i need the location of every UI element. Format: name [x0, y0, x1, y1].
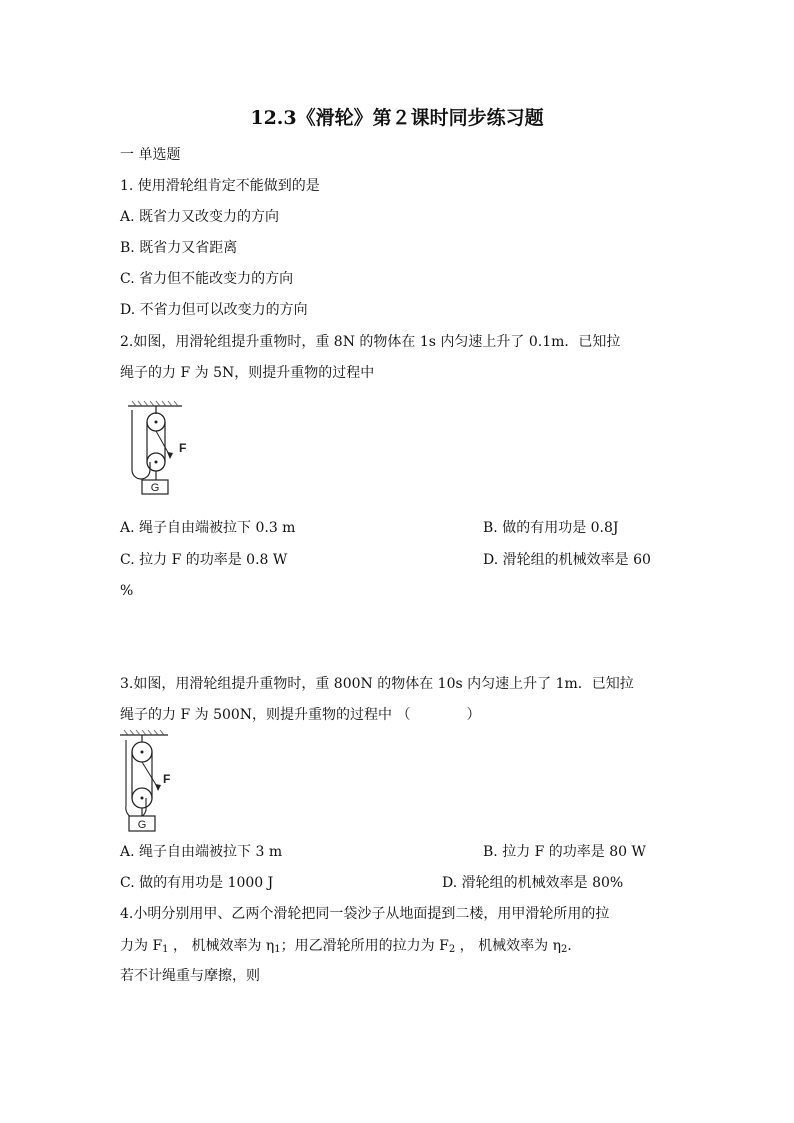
q1-stem: 1. 使用滑轮组肯定不能做到的是	[120, 178, 320, 194]
q2-option-c: C. 拉力 F 的功率是 0.8 W	[120, 552, 288, 568]
q2-pulley-figure	[126, 400, 188, 496]
q2-option-a: A. 绳子自由端被拉下 0.3 m	[120, 520, 296, 536]
q4-f1-subscript: 1	[162, 944, 169, 955]
q3-option-d: D. 滑轮组的机械效率是 80%	[442, 875, 624, 891]
q1-option-a: A. 既省力又改变力的方向	[120, 209, 280, 225]
page-title: 12.3《滑轮》第２课时同步练习题	[250, 107, 544, 129]
q3-stem-line1: 3.如图，用滑轮组提升重物时，重 800N 的物体在 10s 内匀速上升了 1m．已知拉	[120, 676, 634, 692]
q4-text-c: ；用乙滑轮所用的拉力为 F	[280, 938, 449, 954]
q1-option-d: D. 不省力但可以改变力的方向	[120, 302, 308, 318]
q4-eta2-subscript: 2	[560, 944, 568, 955]
q3-weight-label: G	[137, 819, 147, 831]
q2-force-label: F	[179, 441, 187, 455]
q4-line3: 若不计绳重与摩擦，则	[120, 968, 260, 984]
q4-text-b: ， 机械效率为 η	[168, 938, 275, 954]
q2-stem-line2: 绳子的力 F 为 5N，则提升重物的过程中	[120, 365, 375, 381]
q4-line2	[120, 937, 581, 959]
q4-f2-subscript: 2	[448, 944, 456, 955]
q4-eta1-subscript: 1	[274, 944, 281, 955]
q3-stem-line2: 绳子的力 F 为 500N，则提升重物的过程中 （ ）	[120, 707, 481, 723]
q2-option-d-cont: %	[120, 583, 134, 599]
q2-option-d: D. 滑轮组的机械效率是 60	[483, 552, 651, 568]
q3-option-a: A. 绳子自由端被拉下 3 m	[120, 844, 283, 860]
q2-stem-line1: 2.如图，用滑轮组提升重物时，重 8N 的物体在 1s 内匀速上升了 0.1m．已知拉	[120, 334, 621, 350]
q1-option-b: B. 既省力又省距离	[120, 240, 238, 256]
q4-text-d: ， 机械效率为 η	[455, 938, 561, 954]
q4-line1: 4.小明分别用甲、乙两个滑轮把同一袋沙子从地面提到二楼，用甲滑轮所用的拉	[120, 906, 610, 922]
q4-text-a: 力为 F	[120, 938, 163, 954]
q3-force-label: F	[163, 772, 171, 786]
q1-option-c: C. 省力但不能改变力的方向	[120, 271, 294, 287]
q3-option-c: C. 做的有用功是 1000 J	[120, 875, 274, 891]
q3-pulley-figure	[118, 730, 180, 832]
q2-weight-label: G	[150, 482, 160, 494]
section-heading: 一 单选题	[120, 147, 181, 163]
q3-option-b: B. 拉力 F 的功率是 80 W	[483, 844, 646, 860]
q2-option-b: B. 做的有用功是 0.8J	[483, 520, 619, 536]
q4-text-e: ．	[567, 938, 582, 954]
